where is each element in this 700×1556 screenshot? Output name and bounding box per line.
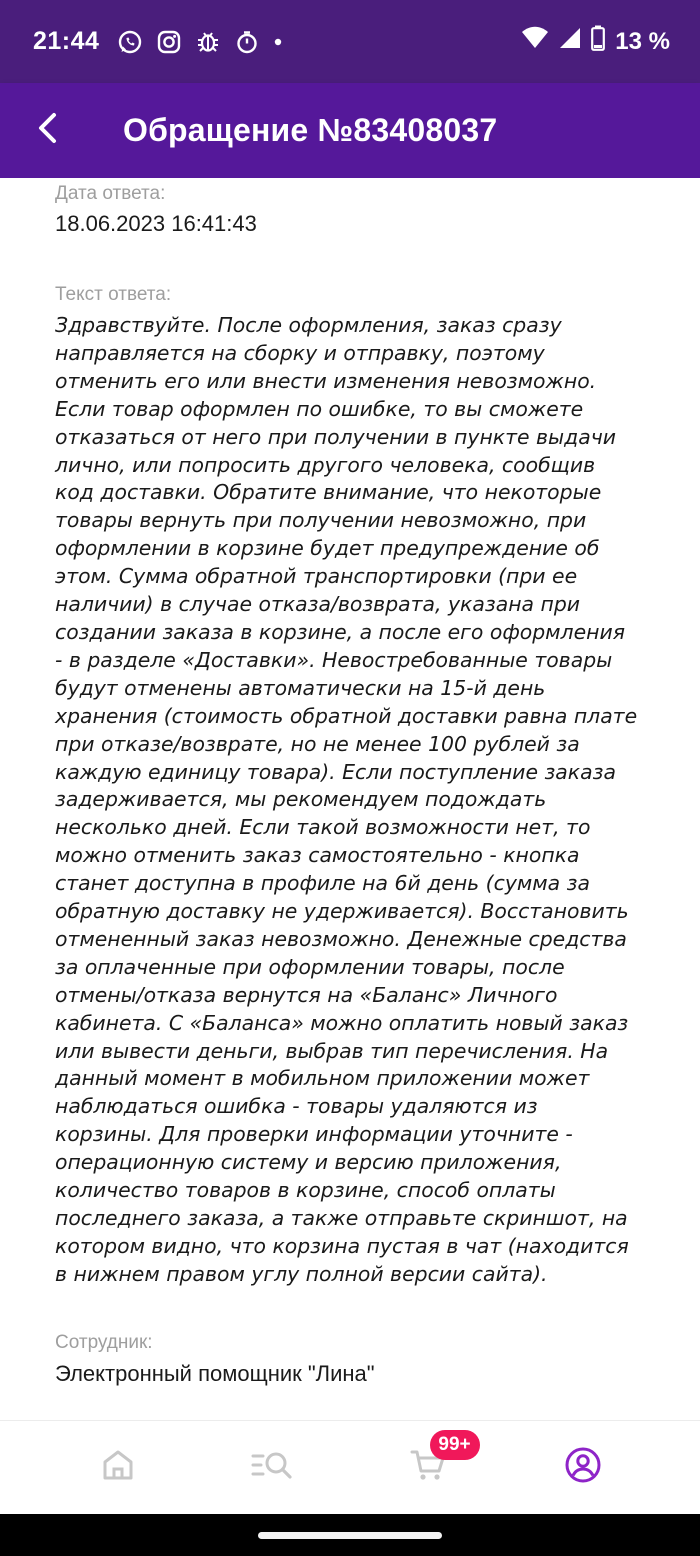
- home-icon: [100, 1447, 136, 1488]
- profile-icon: [564, 1446, 602, 1489]
- reply-text-line: за оплаченные при оформлении товары, после: [55, 954, 565, 979]
- reply-date-label: Дата ответа:: [55, 183, 166, 204]
- reply-text-line: отказаться от него при получении в пункте выдачи: [55, 424, 617, 449]
- signal-icon: [559, 27, 581, 56]
- app-bar: [0, 83, 700, 178]
- back-button[interactable]: [0, 83, 96, 178]
- reply-text-line: кабинета. С «Баланса» можно оплатить новый заказ: [55, 1010, 629, 1035]
- reply-text-line: количество товаров в корзине, способ оплаты: [55, 1178, 556, 1203]
- ticket-details: [0, 178, 700, 1420]
- reply-text: [55, 312, 655, 1289]
- status-right: [521, 25, 670, 58]
- battery-percent: 13 %: [615, 27, 670, 55]
- reply-text-line: - в разделе «Доставки». Невостребованные товары: [55, 647, 613, 672]
- reply-text-line: отменить его или внести изменения невозможно.: [55, 368, 597, 393]
- reply-text-line: последнего заказа, а также отправьте скриншот, на: [55, 1206, 628, 1230]
- reply-text-line: отмененный заказ невозможно. Денежные средства: [55, 926, 627, 951]
- gesture-handle[interactable]: [258, 1532, 442, 1539]
- nav-home[interactable]: [88, 1438, 148, 1498]
- reply-text-line: данный момент в мобильном приложении может: [55, 1066, 590, 1091]
- reply-text-line: наличии) в случае отказа/возврата, указана при: [55, 592, 581, 617]
- employee-label: Сотрудник:: [55, 1332, 153, 1353]
- nav-cart[interactable]: [398, 1433, 471, 1498]
- reply-text-line: или вывести деньги, выбрав тип перечисления. На: [55, 1038, 609, 1063]
- whatsapp-icon: [117, 29, 143, 55]
- reply-date-value: 18.06.2023 16:41:43: [55, 211, 257, 236]
- instagram-icon: [157, 30, 181, 54]
- reply-text-line: операционную систему и версию приложения,: [55, 1150, 562, 1175]
- reply-text-line: котором видно, что корзина пустая в чат (находится: [55, 1233, 629, 1258]
- reply-text-line: оформлении в корзине будет предупреждение об: [55, 536, 600, 561]
- reply-text-line: хранения (стоимость обратной доставки равна плате: [55, 703, 638, 728]
- back-arrow-icon: [34, 112, 62, 149]
- status-time: 21:44: [33, 27, 100, 55]
- reply-text-line: код доставки. Обратите внимание, что некоторые: [55, 480, 602, 505]
- notification-icons: [117, 29, 283, 55]
- reply-text-label: Текст ответа:: [55, 284, 172, 305]
- timer-icon: [235, 30, 259, 54]
- battery-icon: [591, 25, 605, 58]
- reply-text-line: направляется на сборку и отправку, поэтому: [55, 340, 545, 365]
- reply-text-line: товары вернуть при получении невозможно, при: [55, 508, 587, 533]
- reply-text-line: отмены/отказа вернутся на «Баланс» Личного: [55, 982, 558, 1007]
- wifi-icon: [521, 26, 549, 57]
- reply-text-line: лично, или попросить другого человека, сообщив: [55, 452, 596, 477]
- nav-profile[interactable]: [553, 1438, 613, 1498]
- reply-text-line: можно отменить заказ самостоятельно - кнопка: [55, 843, 580, 868]
- reply-text-line: будут отменены автоматически на 15-й день: [55, 675, 546, 700]
- reply-text-line: корзины. Для проверки информации уточните -: [55, 1122, 573, 1147]
- catalog-search-icon: [250, 1447, 296, 1488]
- bug-icon: [195, 29, 221, 55]
- reply-text-line: Здравствуйте. После оформления, заказ сразу: [55, 313, 562, 337]
- reply-text-line: в нижнем правом углу полной версии сайта).: [55, 1261, 548, 1286]
- reply-text-line: Если товар оформлен по ошибке, то вы сможете: [55, 396, 584, 421]
- bottom-nav: [0, 1420, 700, 1514]
- employee-value: Электронный помощник "Лина": [55, 1361, 375, 1386]
- dot-icon: [273, 37, 283, 47]
- reply-text-line: задерживается, мы рекомендуем подождать: [55, 787, 547, 812]
- reply-text-line: несколько дней. Если такой возможности нет, то: [55, 815, 591, 840]
- system-navigation-bar: [0, 1514, 700, 1556]
- reply-text-line: создании заказа в корзине, а после его оформления: [55, 619, 625, 644]
- reply-text-line: наблюдаться ошибка - товары удаляются из: [55, 1094, 538, 1119]
- reply-text-line: обратную доставку не удерживается). Восстановить: [55, 899, 629, 924]
- reply-text-line: каждую единицу товара). Если поступление заказа: [55, 759, 616, 784]
- page-title: Обращение №83408037: [123, 112, 498, 148]
- reply-text-line: при отказе/возврате, но не менее 100 рублей за: [55, 731, 580, 756]
- reply-text-line: этом. Сумма обратной транспортировки (при ее: [55, 564, 578, 589]
- nav-catalog[interactable]: [243, 1438, 303, 1498]
- status-bar: [0, 0, 700, 83]
- cart-badge: 99+: [430, 1430, 480, 1460]
- reply-text-line: станет доступна в профиле на 6й день (сумма за: [55, 871, 590, 896]
